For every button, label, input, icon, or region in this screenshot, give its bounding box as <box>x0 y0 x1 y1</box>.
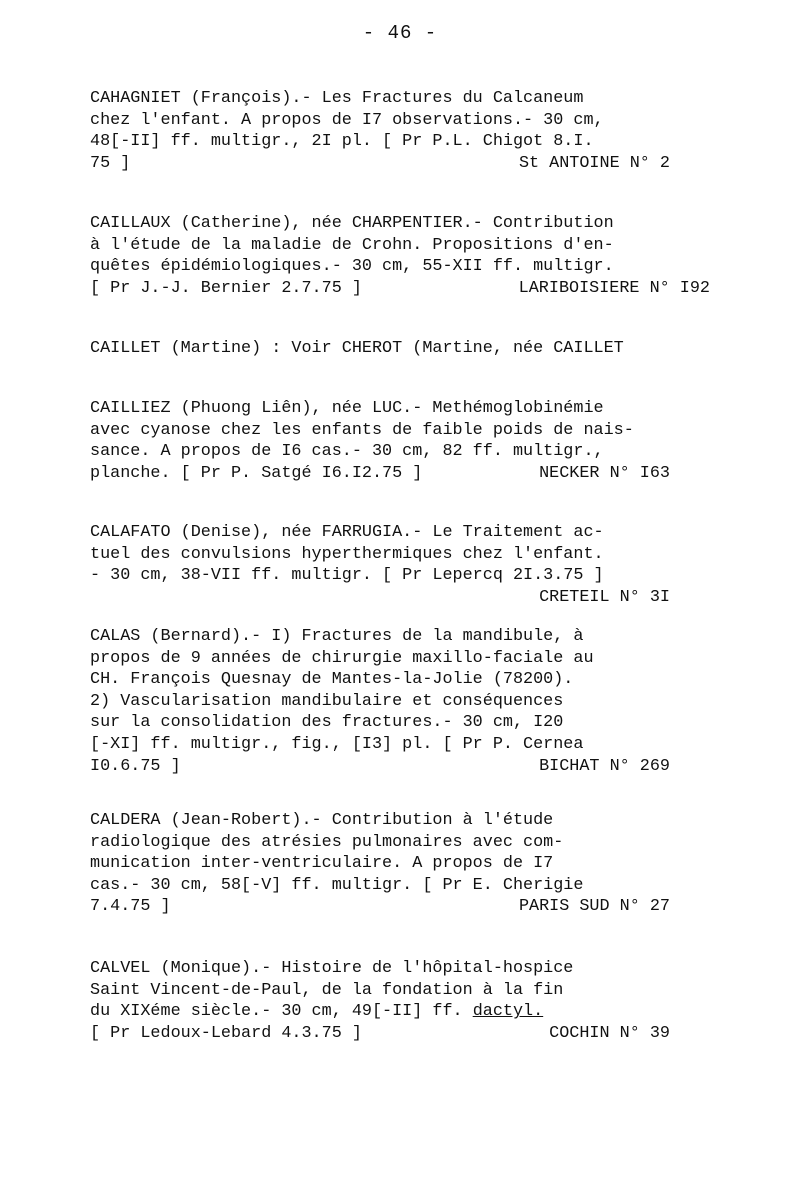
entry-hospital: COCHIN N° 39 <box>549 1023 670 1043</box>
page-number: - 46 - <box>362 22 438 44</box>
entry-line: CAILLET (Martine) : Voir CHEROT (Martine, née CAILLET <box>90 339 624 358</box>
entry-line: propos de 9 années de chirurgie maxillo-faciale au <box>90 648 594 668</box>
entry-line: Saint Vincent-de-Paul, de la fondation à la fin <box>90 980 564 1000</box>
entry-line <box>90 1001 670 1023</box>
entry-line: CALAS (Bernard).- I) Fractures de la mandibule, à <box>90 627 584 646</box>
entry-line: sance. A propos de I6 cas.- 30 cm, 82 ff. multigr., <box>90 442 604 462</box>
entry-line: à l'étude de la maladie de Crohn. Propositions d'en- <box>90 235 614 255</box>
entry-final-line <box>90 756 670 778</box>
entry-citation: [ Pr J.-J. Bernier 2.7.75 ] <box>90 278 362 298</box>
entry-citation: 7.4.75 ] <box>90 897 171 917</box>
entry-line: CAILLAUX (Catherine), née CHARPENTIER.- Contribution <box>90 214 614 233</box>
entry-citation: I0.6.75 ] <box>90 756 181 776</box>
entry-citation: 75 ] <box>90 153 131 173</box>
entry-line: chez l'enfant. A propos de I7 observations.- 30 cm, <box>90 110 604 130</box>
bibliography-entry <box>90 398 670 484</box>
bibliography-entry <box>90 522 670 608</box>
entry-line: sur la consolidation des fractures.- 30 cm, I20 <box>90 713 564 733</box>
entry-line: CH. François Quesnay de Mantes-la-Jolie (78200). <box>90 670 574 690</box>
entry-hospital: CRETEIL N° 3I <box>539 587 670 607</box>
entry-line: CALAFATO (Denise), née FARRUGIA.- Le Traitement ac- <box>90 523 604 542</box>
entry-line: cas.- 30 cm, 58[-V] ff. multigr. [ Pr E. Cherigie <box>90 875 584 895</box>
entry-line: munication inter-ventriculaire. A propos de I7 <box>90 854 554 874</box>
entry-line: 2) Vascularisation mandibulaire et conséquences <box>90 691 564 711</box>
entry-final-line <box>90 278 710 300</box>
underlined-term: dactyl. <box>472 1002 544 1022</box>
entry-hospital: LARIBOISIERE N° I92 <box>518 278 710 298</box>
entry-line: [-XI] ff. multigr., fig., [I3] pl. [ Pr P. Cernea <box>90 734 584 754</box>
bibliography-entry <box>90 958 670 1044</box>
entry-final-line <box>90 153 670 175</box>
entry-final-line <box>90 1023 670 1045</box>
entry-line: quêtes épidémiologiques.- 30 cm, 55-XII ff. multigr. <box>90 257 614 277</box>
bibliography-entry <box>90 338 670 360</box>
entry-line: CAHAGNIET (François).- Les Fractures du Calcaneum <box>90 89 584 108</box>
entry-hospital: NECKER N° I63 <box>539 463 670 483</box>
bibliography-entry <box>90 213 710 299</box>
entry-line: radiologique des atrésies pulmonaires avec com- <box>90 832 564 852</box>
entry-line: 48[-II] ff. multigr., 2I pl. [ Pr P.L. Chigot 8.I. <box>90 132 594 152</box>
entry-hospital: PARIS SUD N° 27 <box>518 897 670 917</box>
entry-line: avec cyanose chez les enfants de faible poids de nais- <box>90 420 634 440</box>
entry-citation: planche. [ Pr P. Satgé I6.I2.75 ] <box>90 463 423 483</box>
bibliography-entry <box>90 88 670 174</box>
bibliography-entry <box>90 810 670 918</box>
entry-final-line <box>90 463 670 485</box>
entry-hospital: St ANTOINE N° 2 <box>518 153 670 173</box>
bibliography-entry <box>90 626 670 777</box>
entry-final-line <box>90 896 670 918</box>
entry-line: tuel des convulsions hyperthermiques chez l'enfant. <box>90 544 604 564</box>
entry-line-text: du XIXéme siècle.- 30 cm, 49[-II] ff. <box>90 1002 473 1022</box>
entry-line: - 30 cm, 38-VII ff. multigr. [ Pr Lepercq 2I.3.75 ] <box>90 566 604 586</box>
entry-citation: [ Pr Ledoux-Lebard 4.3.75 ] <box>90 1023 362 1043</box>
entry-line: CALDERA (Jean-Robert).- Contribution à l'étude <box>90 811 554 830</box>
entry-line: CAILLIEZ (Phuong Liên), née LUC.- Methémoglobinémie <box>90 399 604 418</box>
entry-line: CALVEL (Monique).- Histoire de l'hôpital-hospice <box>90 959 574 978</box>
entry-hospital: BICHAT N° 269 <box>539 756 670 776</box>
